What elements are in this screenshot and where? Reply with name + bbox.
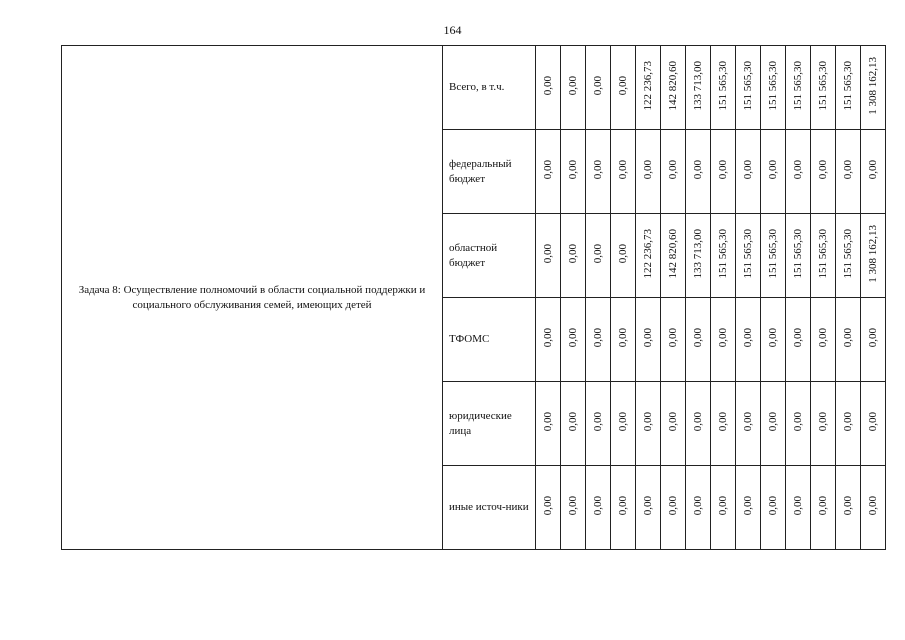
value-cell bbox=[736, 46, 761, 130]
value-cell bbox=[536, 214, 561, 298]
value-cell bbox=[786, 214, 811, 298]
value-cell bbox=[611, 130, 636, 214]
value-cell bbox=[561, 130, 586, 214]
value-text: 133 713,00 bbox=[691, 229, 704, 279]
value-cell bbox=[836, 466, 861, 550]
value-cell bbox=[686, 130, 711, 214]
value-text: 151 565,30 bbox=[791, 61, 804, 111]
value-cell bbox=[811, 214, 836, 298]
value-cell bbox=[686, 298, 711, 382]
value-cell bbox=[861, 466, 886, 550]
value-cell bbox=[711, 382, 736, 466]
value-cell bbox=[811, 298, 836, 382]
funding-source-label: федеральный бюджет bbox=[443, 130, 536, 214]
value-text: 0,00 bbox=[716, 328, 729, 348]
value-text: 151 565,30 bbox=[816, 61, 829, 111]
value-cell bbox=[861, 382, 886, 466]
value-text: 151 565,30 bbox=[766, 61, 779, 111]
value-cell bbox=[661, 466, 686, 550]
value-cell bbox=[586, 130, 611, 214]
value-cell bbox=[661, 214, 686, 298]
value-cell bbox=[611, 382, 636, 466]
value-cell bbox=[786, 130, 811, 214]
value-cell bbox=[811, 130, 836, 214]
value-text: 0,00 bbox=[791, 496, 804, 516]
value-cell bbox=[611, 466, 636, 550]
value-cell bbox=[836, 382, 861, 466]
value-text: 0,00 bbox=[691, 412, 704, 432]
value-cell bbox=[586, 214, 611, 298]
value-cell bbox=[586, 298, 611, 382]
value-text: 0,00 bbox=[791, 412, 804, 432]
value-text: 151 565,30 bbox=[716, 61, 729, 111]
value-cell bbox=[711, 46, 736, 130]
value-text: 151 565,30 bbox=[816, 229, 829, 279]
value-text: 0,00 bbox=[641, 412, 654, 432]
value-text: 0,00 bbox=[691, 496, 704, 516]
value-text: 0,00 bbox=[666, 412, 679, 432]
value-cell bbox=[611, 298, 636, 382]
value-cell bbox=[561, 46, 586, 130]
value-cell bbox=[636, 46, 661, 130]
value-text: 0,00 bbox=[741, 412, 754, 432]
value-cell bbox=[611, 46, 636, 130]
value-cell bbox=[636, 382, 661, 466]
value-cell bbox=[736, 214, 761, 298]
value-cell bbox=[636, 130, 661, 214]
funding-source-label: Всего, в т.ч. bbox=[443, 46, 536, 130]
value-text: 0,00 bbox=[691, 160, 704, 180]
value-cell bbox=[711, 466, 736, 550]
funding-table bbox=[61, 45, 886, 550]
value-text: 0,00 bbox=[766, 328, 779, 348]
value-text: 0,00 bbox=[716, 496, 729, 516]
value-cell bbox=[561, 382, 586, 466]
value-text: 0,00 bbox=[591, 160, 604, 180]
value-cell bbox=[561, 466, 586, 550]
value-cell bbox=[761, 214, 786, 298]
value-text: 0,00 bbox=[666, 328, 679, 348]
value-cell bbox=[761, 382, 786, 466]
value-text: 0,00 bbox=[841, 412, 854, 432]
value-cell bbox=[536, 130, 561, 214]
value-text: 0,00 bbox=[566, 496, 579, 516]
value-text: 0,00 bbox=[566, 328, 579, 348]
value-cell bbox=[736, 298, 761, 382]
value-text: 0,00 bbox=[741, 160, 754, 180]
value-cell bbox=[836, 130, 861, 214]
value-cell bbox=[636, 466, 661, 550]
value-text: 0,00 bbox=[641, 496, 654, 516]
value-text: 151 565,30 bbox=[841, 229, 854, 279]
value-cell bbox=[661, 130, 686, 214]
funding-source-label: иные источ-ники bbox=[443, 466, 536, 550]
value-cell bbox=[686, 466, 711, 550]
value-text: 0,00 bbox=[866, 328, 879, 348]
value-text: 0,00 bbox=[591, 412, 604, 432]
value-cell bbox=[686, 382, 711, 466]
value-cell bbox=[661, 382, 686, 466]
value-cell bbox=[861, 46, 886, 130]
value-text: 0,00 bbox=[816, 328, 829, 348]
value-text: 151 565,30 bbox=[716, 229, 729, 279]
value-text: 0,00 bbox=[716, 160, 729, 180]
value-text: 0,00 bbox=[816, 412, 829, 432]
page-number: 164 bbox=[443, 23, 462, 37]
value-text: 0,00 bbox=[541, 412, 554, 432]
value-text: 0,00 bbox=[841, 160, 854, 180]
value-text: 0,00 bbox=[591, 244, 604, 264]
value-text: 0,00 bbox=[866, 412, 879, 432]
value-text: 0,00 bbox=[616, 76, 629, 96]
value-text: 0,00 bbox=[791, 160, 804, 180]
value-cell bbox=[586, 466, 611, 550]
value-text: 0,00 bbox=[566, 244, 579, 264]
value-text: 133 713,00 bbox=[691, 61, 704, 111]
value-text: 0,00 bbox=[766, 412, 779, 432]
value-cell bbox=[786, 298, 811, 382]
value-text: 142 820,60 bbox=[666, 229, 679, 279]
value-cell bbox=[811, 466, 836, 550]
value-text: 0,00 bbox=[841, 496, 854, 516]
value-text: 0,00 bbox=[566, 76, 579, 96]
value-text: 0,00 bbox=[641, 160, 654, 180]
value-cell bbox=[736, 130, 761, 214]
value-text: 0,00 bbox=[591, 76, 604, 96]
value-cell bbox=[636, 298, 661, 382]
value-text: 0,00 bbox=[616, 412, 629, 432]
value-cell bbox=[836, 46, 861, 130]
value-cell bbox=[736, 382, 761, 466]
value-cell bbox=[836, 214, 861, 298]
value-text: 0,00 bbox=[591, 328, 604, 348]
value-cell bbox=[586, 46, 611, 130]
value-text: 0,00 bbox=[616, 328, 629, 348]
value-text: 0,00 bbox=[616, 160, 629, 180]
value-text: 0,00 bbox=[866, 496, 879, 516]
value-cell bbox=[611, 214, 636, 298]
value-text: 0,00 bbox=[591, 496, 604, 516]
value-text: 0,00 bbox=[741, 496, 754, 516]
funding-source-label: юридические лица bbox=[443, 382, 536, 466]
value-text: 122 236,73 bbox=[641, 61, 654, 111]
value-text: 0,00 bbox=[566, 160, 579, 180]
value-text: 0,00 bbox=[741, 328, 754, 348]
value-cell bbox=[786, 382, 811, 466]
value-cell bbox=[761, 466, 786, 550]
value-text: 0,00 bbox=[541, 496, 554, 516]
value-text: 151 565,30 bbox=[791, 229, 804, 279]
value-text: 0,00 bbox=[766, 160, 779, 180]
value-text: 151 565,30 bbox=[741, 229, 754, 279]
value-cell bbox=[811, 46, 836, 130]
value-text: 0,00 bbox=[541, 160, 554, 180]
value-text: 0,00 bbox=[791, 328, 804, 348]
value-cell bbox=[786, 466, 811, 550]
value-cell bbox=[711, 298, 736, 382]
value-cell bbox=[711, 130, 736, 214]
value-cell bbox=[586, 382, 611, 466]
value-text: 0,00 bbox=[816, 496, 829, 516]
value-cell bbox=[536, 466, 561, 550]
value-text: 0,00 bbox=[691, 328, 704, 348]
value-cell bbox=[861, 130, 886, 214]
value-text: 0,00 bbox=[666, 160, 679, 180]
value-text: 0,00 bbox=[541, 244, 554, 264]
value-text: 142 820,60 bbox=[666, 61, 679, 111]
value-text: 0,00 bbox=[816, 160, 829, 180]
value-text: 0,00 bbox=[566, 412, 579, 432]
value-cell bbox=[561, 214, 586, 298]
value-text: 151 565,30 bbox=[841, 61, 854, 111]
funding-source-label: ТФОМС bbox=[443, 298, 536, 382]
value-cell bbox=[761, 298, 786, 382]
value-text: 0,00 bbox=[541, 328, 554, 348]
value-text: 0,00 bbox=[541, 76, 554, 96]
value-cell bbox=[661, 298, 686, 382]
table-row bbox=[62, 46, 886, 130]
value-cell bbox=[761, 46, 786, 130]
value-cell bbox=[561, 298, 586, 382]
value-text: 122 236,73 bbox=[641, 229, 654, 279]
value-cell bbox=[786, 46, 811, 130]
value-cell bbox=[736, 466, 761, 550]
value-text: 1 308 162,13 bbox=[866, 225, 879, 283]
value-text: 0,00 bbox=[716, 412, 729, 432]
task-title: Задача 8: Осуществление полномочий в области социальной поддержки и социального обслуживания семей, имеющих детей bbox=[62, 46, 443, 550]
value-cell bbox=[861, 214, 886, 298]
value-cell bbox=[536, 382, 561, 466]
value-cell bbox=[711, 214, 736, 298]
value-text: 0,00 bbox=[866, 160, 879, 180]
value-text: 151 565,30 bbox=[766, 229, 779, 279]
value-text: 0,00 bbox=[766, 496, 779, 516]
value-text: 0,00 bbox=[666, 496, 679, 516]
value-cell bbox=[861, 298, 886, 382]
funding-source-label: областной бюджет bbox=[443, 214, 536, 298]
value-text: 0,00 bbox=[616, 496, 629, 516]
value-cell bbox=[836, 298, 861, 382]
value-cell bbox=[536, 298, 561, 382]
value-cell bbox=[686, 214, 711, 298]
value-cell bbox=[661, 46, 686, 130]
value-cell bbox=[761, 130, 786, 214]
value-cell bbox=[636, 214, 661, 298]
value-text: 0,00 bbox=[841, 328, 854, 348]
value-text: 0,00 bbox=[641, 328, 654, 348]
value-text: 151 565,30 bbox=[741, 61, 754, 111]
value-text: 1 308 162,13 bbox=[866, 57, 879, 115]
value-cell bbox=[536, 46, 561, 130]
value-cell bbox=[811, 382, 836, 466]
value-text: 0,00 bbox=[616, 244, 629, 264]
value-cell bbox=[686, 46, 711, 130]
